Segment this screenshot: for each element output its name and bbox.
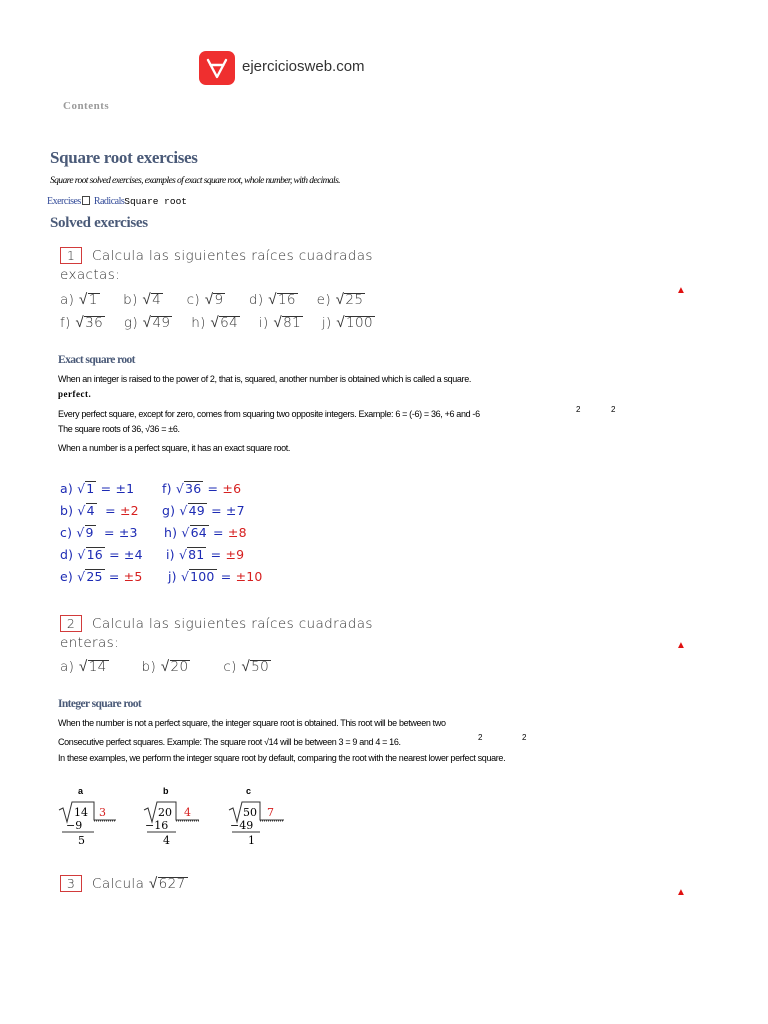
division-label-a: a	[78, 786, 84, 796]
exact-root-text-3: The square roots of 36, √36 = ±6.	[58, 424, 180, 434]
back-to-top-3[interactable]: ▲	[676, 887, 686, 898]
exercise-2-prompt-line2: enteras:	[60, 635, 120, 651]
answer-c: c) √9 = ±3	[60, 525, 138, 540]
answer-d: d) √16 = ±4	[60, 547, 143, 562]
division-b: 20 4 −16 4	[143, 800, 213, 850]
integer-root-text-3: In these examples, we perform the integer square root by default, comparing the root with the nearest lower perfect square.	[58, 753, 506, 763]
answer-f: f) √36 = ±6	[162, 481, 242, 496]
logo-text[interactable]: ejerciciosweb.com	[242, 58, 365, 75]
answer-g: g) √49 = ±7	[162, 503, 245, 518]
logo-icon	[199, 51, 235, 85]
answer-i: i) √81 = ±9	[166, 547, 245, 562]
integer-root-heading: Integer square root	[58, 698, 142, 710]
answer-j: j) √100 = ±10	[168, 569, 263, 584]
page-title: Square root exercises	[50, 148, 198, 167]
breadcrumb-radicals[interactable]: Radicals	[93, 196, 125, 207]
exercise-1-prompt-line2: exactas:	[60, 267, 121, 283]
exact-root-text-1: When an integer is raised to the power of 2, that is, squared, another number is obtained which is called a square.	[58, 374, 472, 384]
integer-root-text-1: When the number is not a perfect square, the integer square root is obtained. This root will be between two	[58, 718, 446, 728]
exercise-3-number: 3	[60, 875, 82, 892]
exercise-1-prompt: 1 Calcula las siguientes raíces cuadradas	[60, 247, 373, 264]
answer-h: h) √64 = ±8	[164, 525, 247, 540]
site-logo[interactable]	[199, 51, 235, 85]
division-label-c: c	[246, 786, 252, 796]
exercise-1-row-1: a) √1 b) √4 c) √9 d) √16 e) √25	[60, 290, 364, 308]
integer-root-sup-2: 2	[522, 733, 527, 742]
back-to-top-1[interactable]: ▲	[676, 285, 686, 296]
page-subtitle: Square root solved exercises, examples of exact square root, whole number, with decimals.	[50, 176, 340, 186]
answer-a: a) √1 = ±1	[60, 481, 135, 496]
exercise-2-row: a) √14 b) √20 c) √50	[60, 657, 270, 675]
exact-root-sup-2: 2	[611, 405, 616, 414]
division-a: 14 3 −9 5	[58, 800, 128, 850]
integer-root-sup-1: 2	[478, 733, 483, 742]
answer-e: e) √25 = ±5	[60, 569, 143, 584]
breadcrumb	[47, 196, 187, 207]
division-label-b: b	[163, 786, 169, 796]
integer-root-text-2: Consecutive perfect squares. Example: The square root √14 will be between 3 = 9 and 4 = 16.	[58, 737, 401, 747]
exact-root-sup-1: 2	[576, 405, 581, 414]
exact-root-text-2: Every perfect square, except for zero, comes from squaring two opposite integers. Example: 6 = (-6) = 36, +6 and -6	[58, 409, 480, 419]
division-c: 50 7 −49 1	[228, 800, 298, 850]
exercise-2-number: 2	[60, 615, 82, 632]
breadcrumb-separator-icon	[82, 196, 90, 205]
back-to-top-2[interactable]: ▲	[676, 640, 686, 651]
exercise-1-number: 1	[60, 247, 82, 264]
contents-link[interactable]: Contents	[63, 100, 110, 112]
exercise-3-prompt: 3 Calcula √627	[60, 874, 188, 892]
exact-root-text-1b: perfect.	[58, 389, 92, 399]
breadcrumb-current: Square root	[124, 196, 187, 207]
section-title: Solved exercises	[50, 215, 148, 231]
breadcrumb-exercises[interactable]: Exercises	[47, 196, 81, 207]
exercise-1-row-2: f) √36 g) √49 h) √64 i) √81 j) √100	[60, 313, 373, 331]
exact-root-text-4: When a number is a perfect square, it has an exact square root.	[58, 443, 291, 453]
exact-root-heading: Exact square root	[58, 354, 135, 366]
answer-b: b) √4 = ±2	[60, 503, 139, 518]
exercise-2-prompt: 2 Calcula las siguientes raíces cuadradas	[60, 615, 373, 632]
